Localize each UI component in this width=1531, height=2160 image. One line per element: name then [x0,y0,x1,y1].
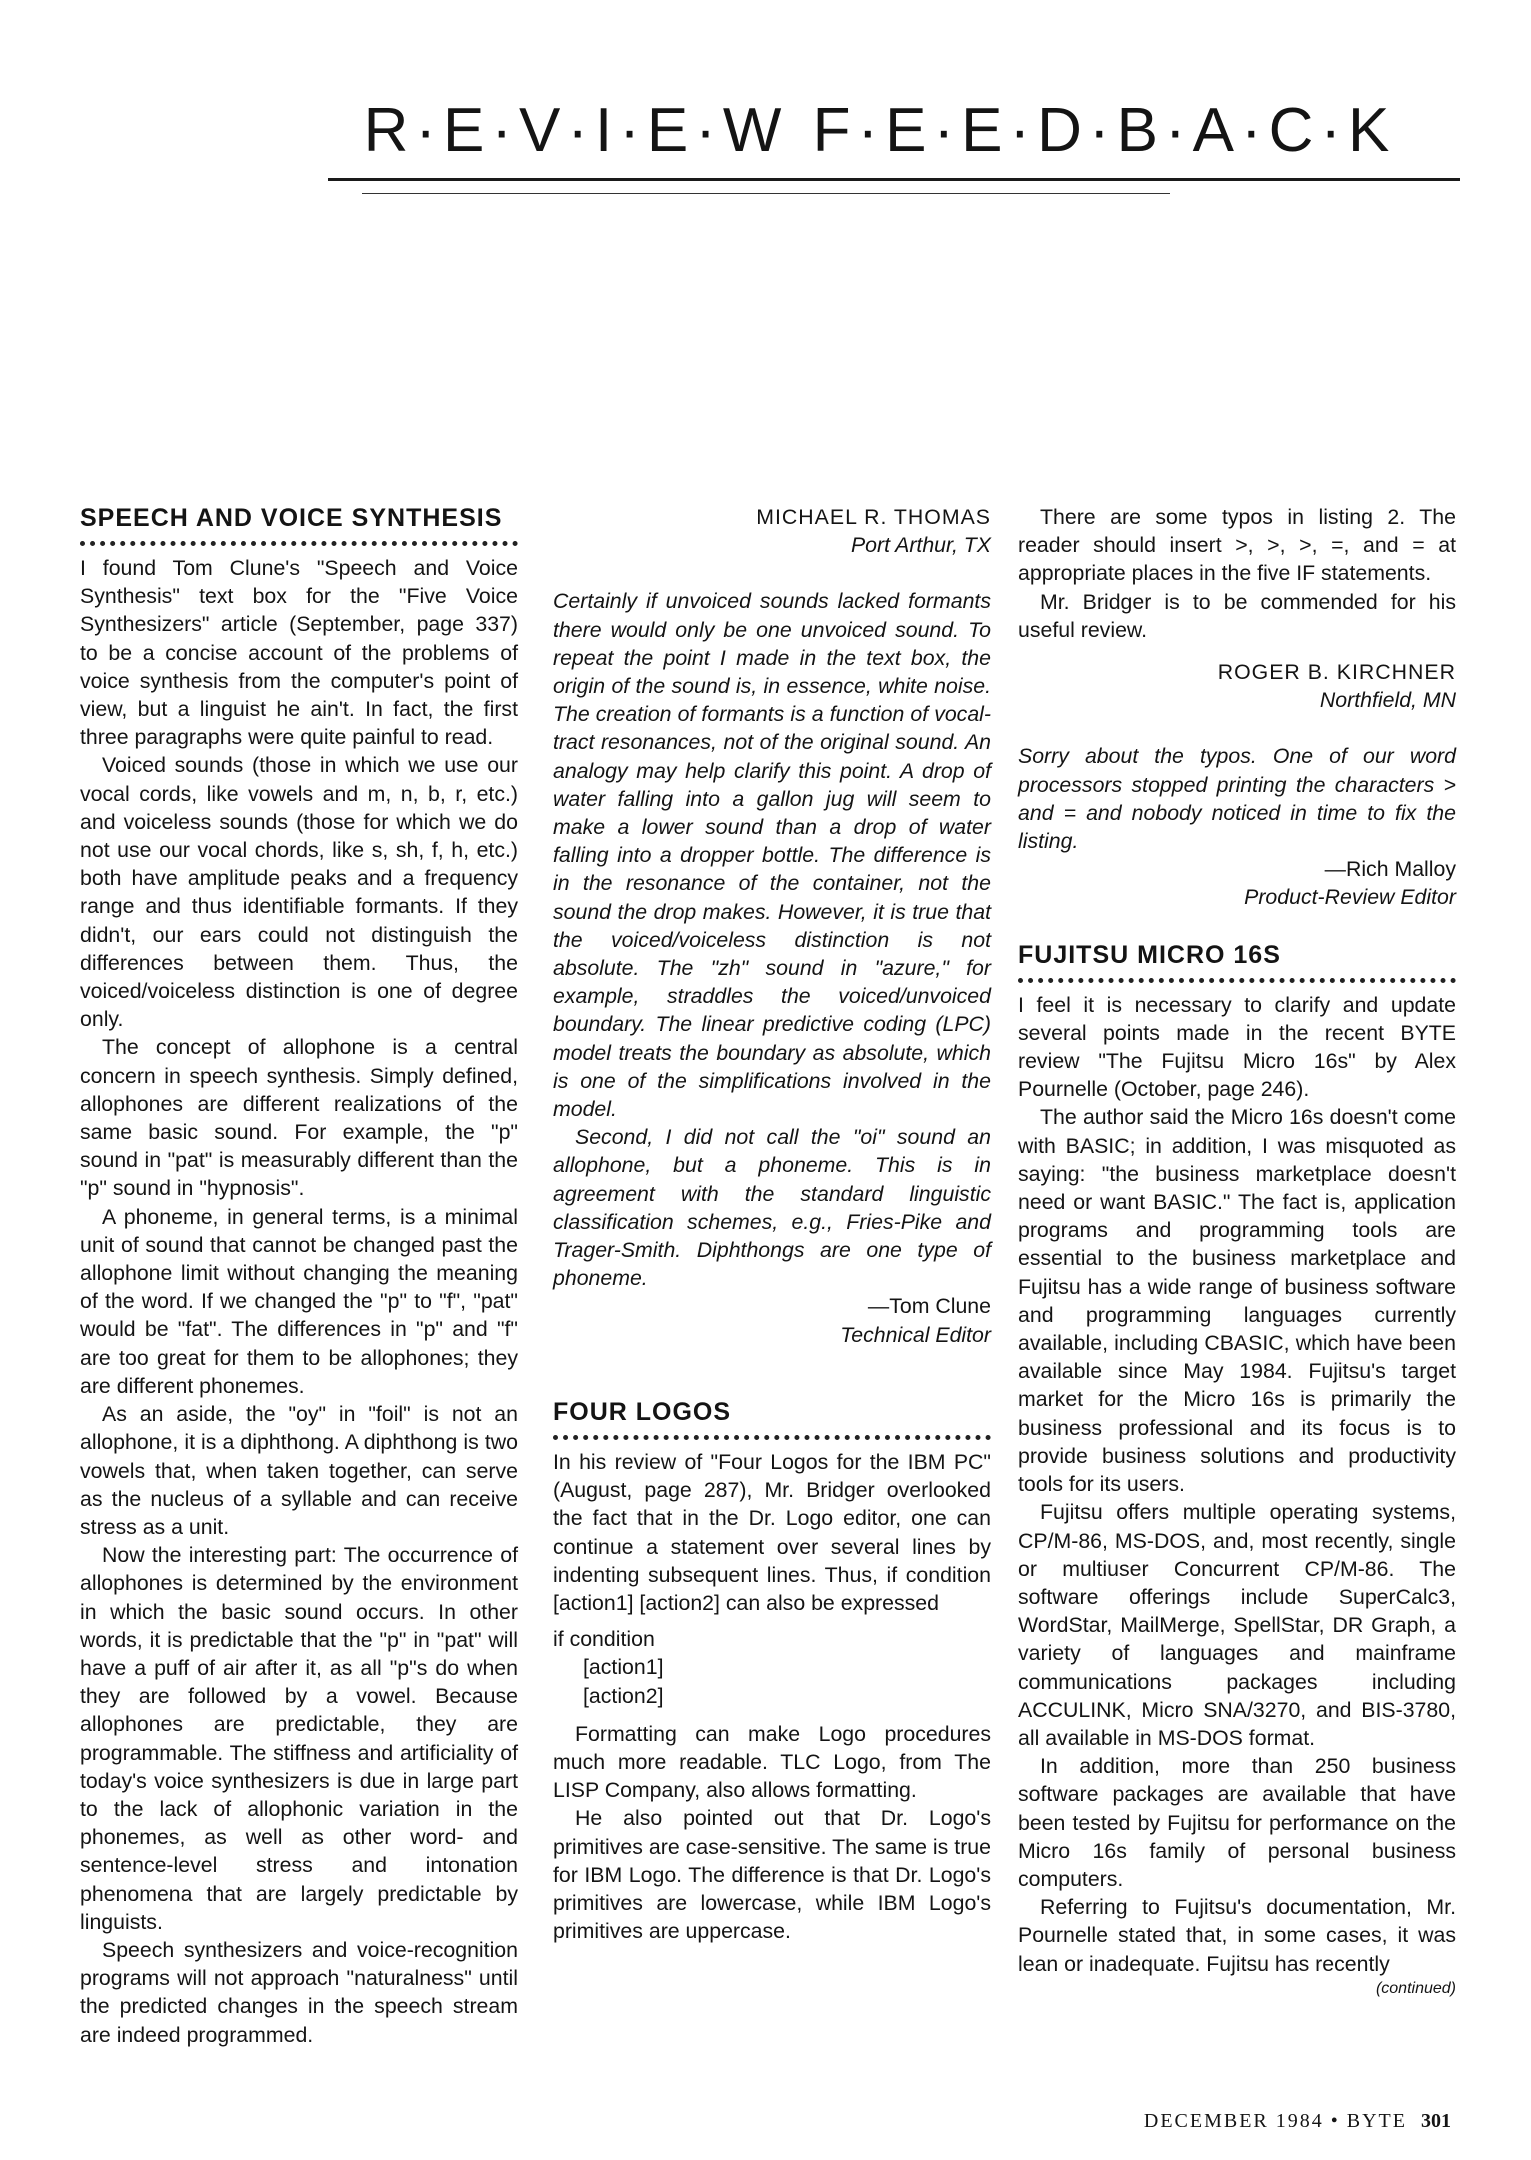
body-paragraph: I feel it is necessary to clarify and update several points made in the recent BYTE review "The Fujitsu Micro 16s" by Alex Pournelle (October, page 246). [1018,992,1456,1102]
page-number: 301 [1421,2110,1451,2132]
letter-location: Port Arthur, TX [850,533,991,558]
code-listing [553,1625,991,1710]
continued-note: (continued) [1375,1979,1456,1997]
body-paragraph: Voiced sounds (those in which we use our vocal cords, like vowels and m, n, b, r, etc.) and voiceless sounds (those for which we do not use our vocal chords, like s, sh, f, h, etc.) both have amplitude peaks and a frequency range and thus identifiable formants. If they didn't, our ears could not distinguish the differences between them. Thus, the voiced/voiceless distinction is one of degree only. [80,753,518,1032]
letter-author: MICHAEL R. THOMAS [756,505,991,529]
page-footer [1144,2110,1451,2133]
header-rule-thick [328,178,1460,181]
section-heading-speech: SPEECH AND VOICE SYNTHESIS [80,504,503,532]
editor-reply-paragraph: Certainly if unvoiced sounds lacked formants there would only be one unvoiced sound. To repeat the point I made in the text box, the origin of the sound is, in essence, white noise. The creation of formants is a function of vocal-tract resonances, not of the original sound. An analogy may help clarify this point. A drop of water falling into a gallon jug will seem to make a lower sound than a drop of water falling into a dropper bottle. The difference is in the resonance of the container, not the sound the drop makes. However, it is true that the voiced/voiceless distinction is not absolute. The "zh" sound in "azure," for example, straddles the voiced/unvoiced boundary. The linear predictive coding (LPC) model treats the boundary as absolute, which is one of the simplifications involved in the model. [553,589,991,1122]
code-line: if condition [553,1627,655,1652]
letter-author: ROGER B. KIRCHNER [1217,660,1456,685]
section-heading-four-logos: FOUR LOGOS [553,1397,732,1426]
body-paragraph: A phoneme, in general terms, is a minimal unit of sound that cannot be changed past the allophone limit without changing the meaning of the word. If we changed the "p" to "f", "pat" would be "fat". The differences in "p" and "f" are too great for them to be allophones; they are different phonemes. [80,1204,518,1398]
dotted-rule [1018,978,1456,987]
header-rule-thin [362,193,1170,194]
body-paragraph: In his review of "Four Logos for the IBM PC" (August, page 287), Mr. Bridger overlooked the fact that in the Dr. Logo editor, one can continue a statement over several lines by indenting subsequent lines. Thus, if condition [action1] [action2] can also be expressed [553,1449,991,1615]
body-paragraph: In addition, more than 250 business software packages are available that have been tested by Fujitsu for performance on the Micro 16s family of personal business computers. [1018,1754,1456,1891]
dotted-rule [80,541,518,550]
body-paragraph: He also pointed out that Dr. Logo's primitives are case-sensitive. The same is true for IBM Logo. The difference is that Dr. Logo's primitives are lowercase, while IBM Logo's primitives are uppercase. [553,1806,991,1944]
body-paragraph: I found Tom Clune's "Speech and Voice Synthesis" text box for the "Five Voice Synthesizers" article (September, page 337) to be a concise account of the problems of voice synthesis from the computer's point of view, but a linguist he ain't. In fact, the first three paragraphs were quite painful to read. [80,556,518,750]
reply-role: Product-Review Editor [1244,885,1456,910]
section-heading-fujitsu: FUJITSU MICRO 16S [1018,940,1281,969]
code-line: [action2] [583,1683,664,1708]
reply-signature: —Tom Clune [867,1294,991,1319]
body-paragraph: Speech synthesizers and voice-recognition programs will not approach "naturalness" until the predicted changes in the speech stream are indeed programmed. [80,1937,518,2047]
body-paragraph: There are some typos in listing 2. The reader should insert >, >, >, =, and = at appropriate places in the five IF statements. [1018,505,1456,586]
page-title: R·E·V·I·E·W F·E·E·D·B·A·C·K [363,96,1397,165]
code-line: [action1] [583,1655,664,1680]
footer-issue: DECEMBER 1984 • BYTE [1143,2110,1407,2132]
body-paragraph: Fujitsu offers multiple operating systems, CP/M-86, MS-DOS, and, most recently, single or multiuser Concurrent CP/M-86. The software offerings include SuperCalc3, WordStar, MailMerge, SpellStar, DR Graph, a variety of languages and mainframe communications packages including ACCULINK, Micro SNA/3270, and BIS-3780, all available in MS-DOS format. [1018,1500,1456,1750]
body-paragraph: As an aside, the "oy" in "foil" is not an allophone, it is a diphthong. A diphthong is two vowels that, when taken together, can serve as the nucleus of a syllable and can receive stress as a unit. [80,1402,518,1539]
body-paragraph: Mr. Bridger is to be commended for his useful review. [1018,589,1456,642]
column-3 [1018,503,1456,2000]
column-2 [553,503,991,1945]
dotted-rule [553,1435,991,1444]
body-paragraph: The concept of allophone is a central concern in speech synthesis. Simply defined, allophones are different realizations of the same basic sound. For example, the "p" sound in "pat" is measurably different than the "p" sound in "hypnosis". [80,1035,518,1201]
column-1 [80,503,518,2049]
body-paragraph: Formatting can make Logo procedures much more readable. TLC Logo, from The LISP Company, also allows formatting. [553,1721,991,1803]
body-paragraph: Now the interesting part: The occurrence of allophones is determined by the environment in which the basic sound occurs. In other words, it is predictable that the "p" in "pat" will have a puff of air after it, as all "p"s do when they are followed by a vowel. Because allophones are predictable, they are programmable. The stiffness and artificiality of today's voice synthesizers is due in large part to the lack of allophonic variation in the phonemes, as well as other word- and sentence-level stress and intonation phenomena that are largely predictable by linguists. [80,1543,518,1934]
editor-reply-paragraph: Sorry about the typos. One of our word processors stopped printing the characters > and = and nobody noticed in time to fix the listing. [1018,744,1456,854]
letter-location: Northfield, MN [1319,688,1456,713]
reply-signature: —Rich Malloy [1324,857,1456,882]
body-paragraph: The author said the Micro 16s doesn't come with BASIC; in addition, I was misquoted as saying: "the business marketplace doesn't need or want BASIC." The fact is, application programs and programming tools are essential to the business marketplace and Fujitsu has a wide range of business software and programming languages currently available, including CBASIC, which have been available since May 1984. Fujitsu's target market for the Micro 16s is primarily the business professional and its focus is to provide business solutions and productivity tools for its users. [1018,1105,1456,1497]
editor-reply-paragraph: Second, I did not call the "oi" sound an allophone, but a phoneme. This is in agreement with the standard linguistic classification schemes, e.g., Fries-Pike and Trager-Smith. Diphthongs are one type of phoneme. [553,1125,991,1291]
body-paragraph: Referring to Fujitsu's documentation, Mr. Pournelle stated that, in some cases, it was lean or inadequate. Fujitsu has recently [1018,1895,1456,1976]
reply-role: Technical Editor [840,1322,991,1347]
